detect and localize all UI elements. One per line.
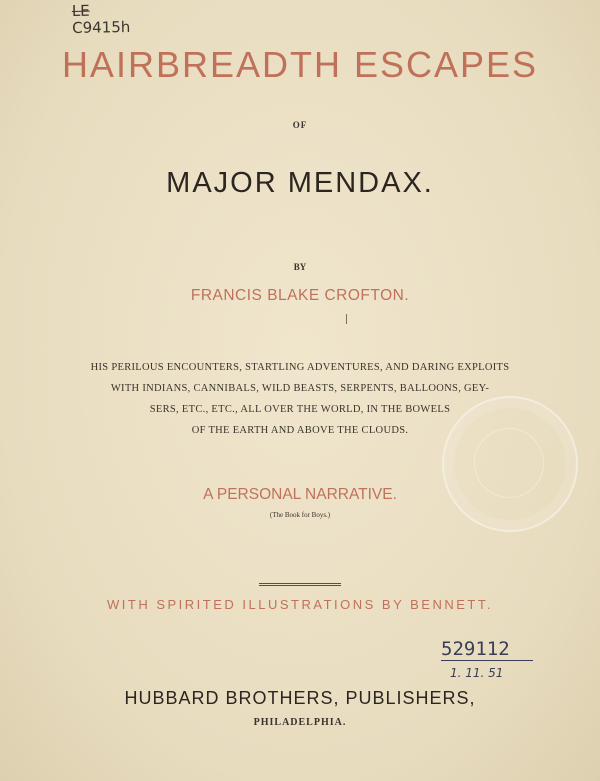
accession-date: 1. 11. 51 bbox=[450, 666, 504, 680]
shelfmark-line-1: LE bbox=[71, 1, 90, 20]
description-line-3: SERS, ETC., ETC., ALL OVER THE WORLD, IN THE BOWELS bbox=[149, 404, 451, 415]
pencil-mark bbox=[346, 314, 347, 324]
by-line: BY bbox=[293, 262, 307, 272]
book-title: HAIRBREADTH ESCAPES bbox=[61, 44, 539, 85]
author-name: FRANCIS BLAKE CROFTON. bbox=[190, 287, 410, 304]
title-connector: OF bbox=[292, 120, 308, 130]
handwritten-shelfmark bbox=[72, 1, 183, 37]
publisher-name: HUBBARD BROTHERS, PUBLISHERS, bbox=[124, 688, 476, 708]
book-subject-name: MAJOR MENDAX. bbox=[166, 167, 434, 199]
double-rule-divider bbox=[259, 583, 341, 586]
publication-place: PHILADELPHIA. bbox=[253, 717, 347, 728]
shelfmark-line-2: C9415h bbox=[71, 17, 131, 37]
description-line-2: WITH INDIANS, CANNIBALS, WILD BEASTS, SERPENTS, BALLOONS, GEY- bbox=[110, 383, 490, 394]
description-line-1: HIS PERILOUS ENCOUNTERS, STARTLING ADVENTURES, AND DARING EXPLOITS bbox=[90, 362, 510, 373]
narrative-label: A PERSONAL NARRATIVE. bbox=[203, 486, 397, 503]
illustrations-credit: WITH SPIRITED ILLUSTRATIONS BY BENNETT. bbox=[107, 597, 493, 612]
book-subtitle: (The Book for Boys.) bbox=[269, 511, 331, 519]
description-line-4: OF THE EARTH AND ABOVE THE CLOUDS. bbox=[191, 425, 409, 436]
accession-number-stamp: 529112 bbox=[441, 638, 533, 661]
